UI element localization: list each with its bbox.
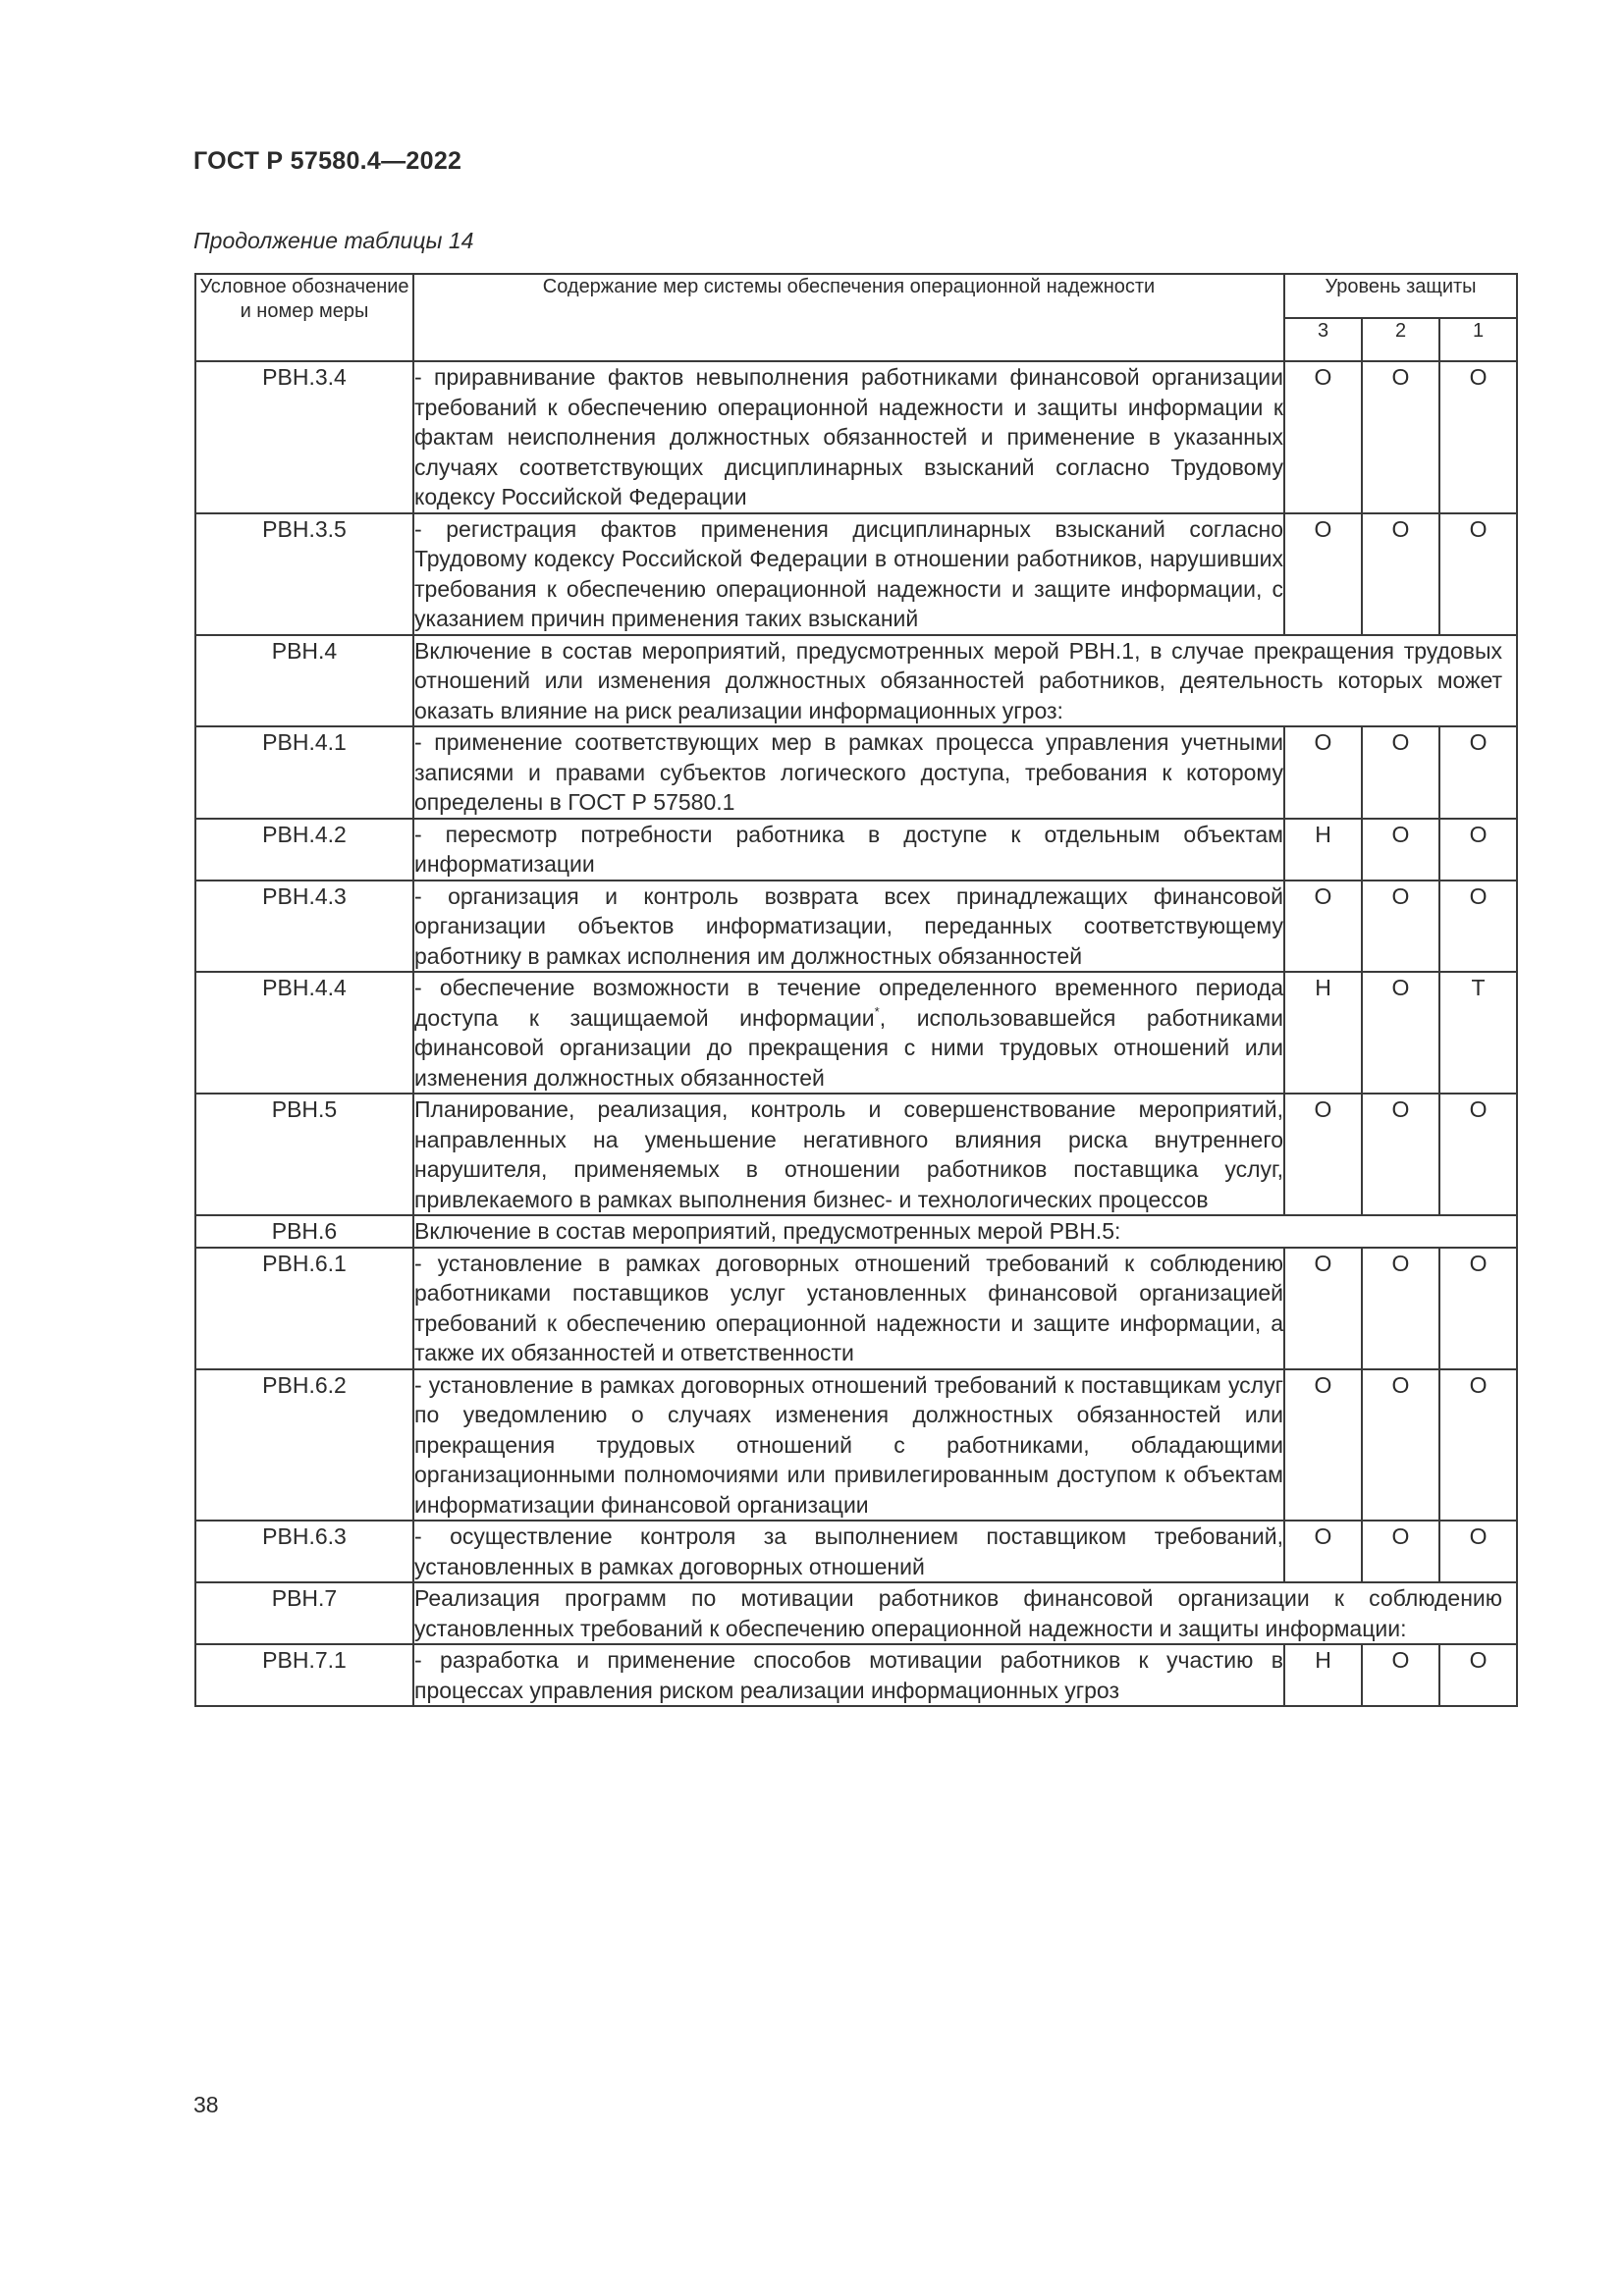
level-2-value: О — [1362, 819, 1439, 881]
table-row — [195, 1248, 1517, 1369]
level-2-value: О — [1362, 361, 1439, 513]
measure-code: РВН.4.3 — [195, 881, 413, 973]
measure-text: - разработка и применение способов мотивации работников к участию в процессах управления риском реализации информационных угроз — [413, 1644, 1284, 1706]
level-2-value: О — [1362, 1248, 1439, 1369]
table-row — [195, 635, 1517, 727]
measure-code: РВН.3.4 — [195, 361, 413, 513]
table-caption: Продолжение таблицы 14 — [193, 228, 474, 253]
level-3-value: Н — [1284, 819, 1362, 881]
measure-code: РВН.4.2 — [195, 819, 413, 881]
level-2-value: О — [1362, 881, 1439, 973]
level-3-value: О — [1284, 513, 1362, 635]
measure-code: РВН.3.5 — [195, 513, 413, 635]
table-row — [195, 1094, 1517, 1215]
measure-text-part: - обеспечение возможности в течение определенного временного периода доступа к защищаемой информации — [414, 975, 1283, 1031]
measure-text: - применение соответствующих мер в рамках процесса управления учетными записями и правами субъектов логического доступа, требования к которому определены в ГОСТ Р 57580.1 — [413, 726, 1284, 819]
table-row — [195, 1644, 1517, 1706]
measure-text: - организация и контроль возврата всех принадлежащих финансовой организации объектов информатизации, переданных соответствующему работнику в рамках исполнения им должностных обязанностей — [413, 881, 1284, 973]
table-row — [195, 881, 1517, 973]
level-2-value: О — [1362, 1094, 1439, 1215]
header-level-3: 3 — [1284, 318, 1362, 361]
level-3-value: О — [1284, 1248, 1362, 1369]
header-protection-level: Уровень защиты — [1284, 274, 1517, 318]
measure-code: РВН.7.1 — [195, 1644, 413, 1706]
measure-text: - пересмотр потребности работника в доступе к отдельным объектам информатизации — [413, 819, 1284, 881]
level-2-value: О — [1362, 726, 1439, 819]
footnote-mark: * — [874, 1003, 880, 1019]
measure-code: РВН.4.1 — [195, 726, 413, 819]
level-2-value: О — [1362, 1369, 1439, 1522]
level-3-value: О — [1284, 1369, 1362, 1522]
header-level-2: 2 — [1362, 318, 1439, 361]
level-3-value: Н — [1284, 1644, 1362, 1706]
table-row — [195, 1582, 1517, 1644]
measure-code: РВН.6.1 — [195, 1248, 413, 1369]
level-1-value: О — [1439, 361, 1517, 513]
level-3-value: О — [1284, 881, 1362, 973]
measure-text: Включение в состав мероприятий, предусмотренных мерой РВН.5: — [413, 1215, 1517, 1248]
table-row — [195, 972, 1517, 1094]
level-3-value: О — [1284, 361, 1362, 513]
header-content: Содержание мер системы обеспечения операционной надежности — [413, 274, 1284, 361]
measure-text: - установление в рамках договорных отношений требований к поставщикам услуг по уведомлению о случаях изменения должностных обязанностей или прекращения трудовых отношений с работниками, обладающими организационными полномочиями или привилегированным доступом к объектам информатизации финансовой организации — [413, 1369, 1284, 1522]
level-1-value: О — [1439, 726, 1517, 819]
level-1-value: О — [1439, 1248, 1517, 1369]
level-2-value: О — [1362, 513, 1439, 635]
table-row — [195, 361, 1517, 513]
table-row — [195, 726, 1517, 819]
measures-table — [194, 273, 1518, 1707]
header-level-1: 1 — [1439, 318, 1517, 361]
measure-text: Планирование, реализация, контроль и совершенствование мероприятий, направленных на уменьшение негативного влияния риска внутреннего нарушителя, применяемых в отношении работников поставщика услуг, привлекаемого в рамках выполнения бизнес- и технологических процессов — [413, 1094, 1284, 1215]
level-1-value: О — [1439, 1644, 1517, 1706]
measure-text — [413, 972, 1284, 1094]
level-3-value: О — [1284, 726, 1362, 819]
level-1-value: О — [1439, 1521, 1517, 1582]
level-2-value: О — [1362, 972, 1439, 1094]
measure-text-part: , использовавшейся работниками финансовой организации до прекращения с ними трудовых отношений или изменения должностных обязанностей — [414, 1004, 1284, 1091]
measure-code: РВН.7 — [195, 1582, 413, 1644]
measure-code: РВН.5 — [195, 1094, 413, 1215]
level-1-value: О — [1439, 1094, 1517, 1215]
table-header-row — [195, 274, 1517, 318]
page-number: 38 — [193, 2092, 219, 2117]
measure-code: РВН.6 — [195, 1215, 413, 1248]
measure-text: - осуществление контроля за выполнением поставщиком требований, установленных в рамках договорных отношений — [413, 1521, 1284, 1582]
table-row — [195, 819, 1517, 881]
measure-text: - приравнивание фактов невыполнения работниками финансовой организации требований к обеспечению операционной надежности и защиты информации к фактам неисполнения должностных обязанностей и применение в указанных случаях соответствующих дисциплинарных взысканий согласно Трудовому кодексу Российской Федерации — [413, 361, 1284, 513]
document-standard-number: ГОСТ Р 57580.4—2022 — [193, 147, 462, 175]
measure-code: РВН.6.2 — [195, 1369, 413, 1522]
level-3-value: О — [1284, 1094, 1362, 1215]
measure-text: - установление в рамках договорных отношений требований к соблюдению работниками поставщиков услуг установленных финансовой организацией требований к обеспечению операционной надежности и защите информации, а также их обязанностей и ответственности — [413, 1248, 1284, 1369]
header-code: Условное обозначение и номер меры — [195, 274, 413, 361]
level-1-value: О — [1439, 1369, 1517, 1522]
level-1-value: О — [1439, 513, 1517, 635]
measure-code: РВН.6.3 — [195, 1521, 413, 1582]
table-row — [195, 1369, 1517, 1522]
table-row — [195, 1521, 1517, 1582]
level-1-value: Т — [1439, 972, 1517, 1094]
measure-text: Включение в состав мероприятий, предусмотренных мерой РВН.1, в случае прекращения трудовых отношений или изменения должностных обязанностей работников, деятельность которых может оказать влияние на риск реализации информационных угроз: — [413, 635, 1517, 727]
table-row — [195, 1215, 1517, 1248]
level-1-value: О — [1439, 881, 1517, 973]
measure-code: РВН.4.4 — [195, 972, 413, 1094]
level-1-value: О — [1439, 819, 1517, 881]
measure-text: - регистрация фактов применения дисциплинарных взысканий согласно Трудовому кодексу Российской Федерации в отношении работников, нарушивших требования к обеспечению операционной надежности и защите информации, с указанием причин применения таких взысканий — [413, 513, 1284, 635]
level-2-value: О — [1362, 1521, 1439, 1582]
measure-text: Реализация программ по мотивации работников финансовой организации к соблюдению установленных требований к обеспечению операционной надежности и защиты информации: — [413, 1582, 1517, 1644]
level-2-value: О — [1362, 1644, 1439, 1706]
level-3-value: Н — [1284, 972, 1362, 1094]
table-row — [195, 513, 1517, 635]
level-3-value: О — [1284, 1521, 1362, 1582]
measure-code: РВН.4 — [195, 635, 413, 727]
